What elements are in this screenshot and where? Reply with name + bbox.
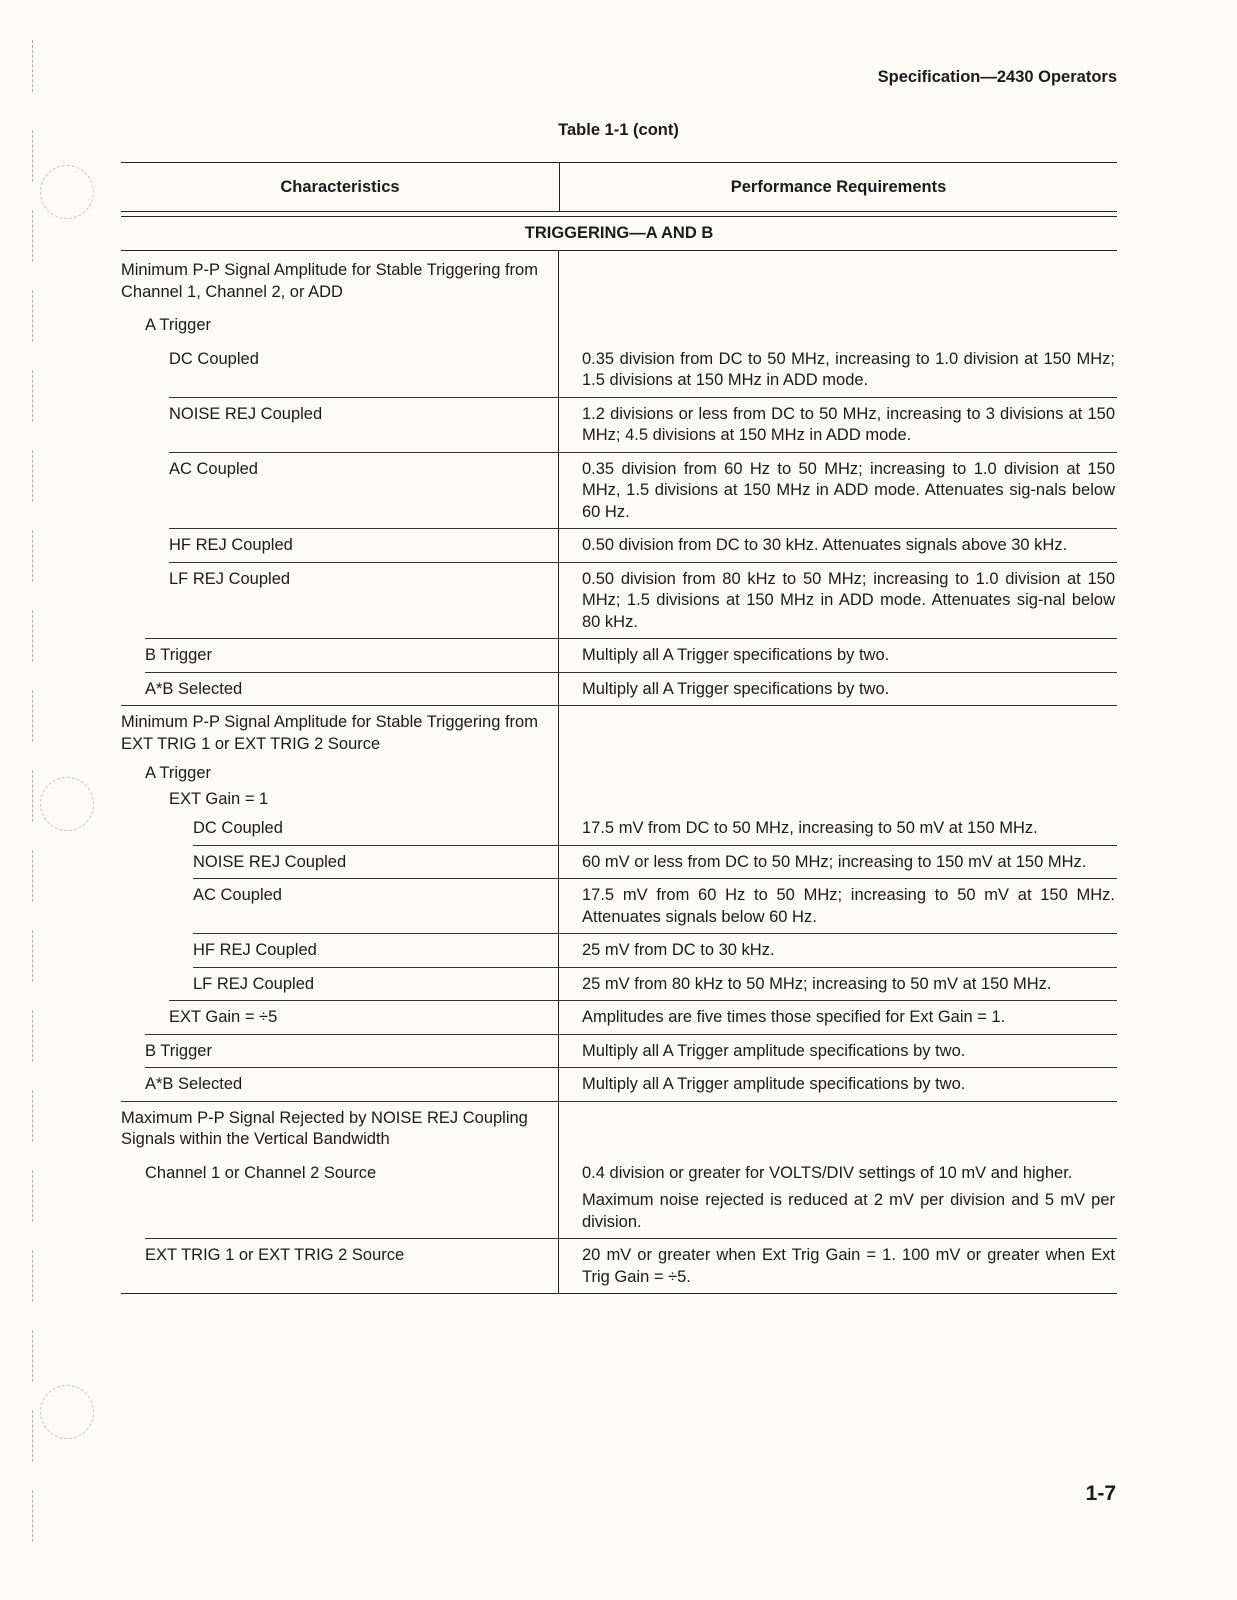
requirement-cell: 20 mV or greater when Ext Trig Gain = 1. 100 mV or greater when Ext Trig Gain = ÷5. (582, 1246, 1115, 1286)
requirement-cell (559, 1102, 1117, 1157)
characteristic-cell: AC Coupled (121, 453, 559, 530)
characteristic-cell: HF REJ Coupled (121, 934, 559, 968)
characteristic-cell: AC Coupled (121, 879, 559, 934)
requirement-cell: 25 mV from 80 kHz to 50 MHz; increasing to 50 mV at 150 MHz. (582, 974, 1052, 993)
characteristic-cell: A*B Selected (121, 673, 559, 707)
table-row (121, 1035, 1117, 1069)
characteristic-cell: Maximum P-P Signal Rejected by NOISE REJ Coupling Signals within the Vertical Bandwidth (121, 1102, 559, 1157)
requirement-cell: Multiply all A Trigger amplitude specifications by two. (582, 1075, 966, 1093)
requirement-cell: 25 mV from DC to 30 kHz. (582, 941, 775, 959)
characteristic-cell: A*B Selected (121, 1068, 559, 1102)
punch-hole (40, 1385, 94, 1439)
table-row (121, 1157, 1117, 1240)
table-row (121, 846, 1117, 880)
requirement-cell: Multiply all A Trigger specifications by two. (582, 679, 890, 698)
table-row (121, 1001, 1117, 1035)
requirement-cell: Multiply all A Trigger amplitude specifications by two. (582, 1041, 966, 1060)
characteristic-cell: LF REJ Coupled (121, 968, 559, 1002)
requirement-cell: 0.35 division from 60 Hz to 50 MHz; increasing to 1.0 division at 150 MHz, 1.5 divisions at 150 MHz in ADD mode. Attenuates sig-nals below 60 Hz. (582, 459, 1115, 521)
table-row (121, 968, 1117, 1002)
requirement-cell: Multiply all A Trigger specifications by two. (582, 646, 890, 664)
requirement-cell (559, 706, 1117, 761)
table-row (121, 251, 1117, 309)
table-row (121, 787, 1117, 813)
requirement-cell: 0.50 division from DC to 30 kHz. Attenuates signals above 30 kHz. (582, 536, 1068, 554)
page-number: 1-7 (1085, 1482, 1116, 1505)
characteristic-cell: NOISE REJ Coupled (121, 846, 559, 880)
table-title: Table 1-1 (cont) (558, 121, 679, 139)
requirement-cell (559, 761, 1117, 787)
requirement-cell (559, 309, 1117, 343)
requirement-cell: 0.35 division from DC to 50 MHz, increasing to 1.0 division at 150 MHz; 1.5 divisions at 150 MHz in ADD mode. (582, 349, 1115, 389)
table-row (121, 673, 1117, 707)
requirement-cell: 1.2 divisions or less from DC to 50 MHz, increasing to 3 divisions at 150 MHz; 4.5 divisions at 150 MHz in ADD mode. (582, 404, 1115, 444)
table-row (121, 934, 1117, 968)
column-header-performance-requirements: Performance Requirements (730, 177, 947, 196)
characteristic-cell: DC Coupled (121, 343, 559, 398)
table-row (121, 1068, 1117, 1102)
characteristic-cell: A Trigger (121, 761, 559, 787)
page-header: Specification—2430 Operators (877, 68, 1117, 86)
requirement-cell: 17.5 mV from 60 Hz to 50 MHz; increasing to 50 mV at 150 MHz. Attenuates signals below 60 Hz. (582, 886, 1115, 926)
characteristic-cell: EXT Gain = ÷5 (121, 1001, 559, 1035)
table-row (121, 563, 1117, 640)
table-row (121, 529, 1117, 563)
table-row (121, 706, 1117, 761)
table-header-row (121, 163, 1117, 211)
characteristic-cell: EXT Gain = 1 (121, 787, 559, 813)
table-row (121, 398, 1117, 453)
characteristic-cell: Minimum P-P Signal Amplitude for Stable Triggering from Channel 1, Channel 2, or ADD (121, 251, 559, 309)
table-row (121, 453, 1117, 530)
table-row (121, 812, 1117, 846)
punch-hole (40, 777, 94, 831)
characteristic-cell: Minimum P-P Signal Amplitude for Stable Triggering from EXT TRIG 1 or EXT TRIG 2 Source (121, 706, 559, 761)
table-row (121, 1239, 1117, 1294)
characteristic-cell: A Trigger (121, 309, 559, 343)
characteristic-cell: B Trigger (121, 1035, 559, 1069)
column-header-characteristics: Characteristics (121, 163, 560, 211)
characteristic-cell: NOISE REJ Coupled (121, 398, 559, 453)
requirement-cell: Amplitudes are five times those specified for Ext Gain = 1. (582, 1008, 1006, 1026)
table-row (121, 761, 1117, 787)
table-row (121, 343, 1117, 398)
characteristic-cell: Channel 1 or Channel 2 Source (121, 1157, 559, 1240)
table-row (121, 639, 1117, 673)
characteristic-cell: HF REJ Coupled (121, 529, 559, 563)
binding-edge-marks (26, 40, 40, 1550)
characteristic-cell: EXT TRIG 1 or EXT TRIG 2 Source (121, 1239, 559, 1294)
requirement-cell: 17.5 mV from DC to 50 MHz, increasing to 50 mV at 150 MHz. (582, 819, 1038, 837)
table-row (121, 879, 1117, 934)
characteristic-cell: B Trigger (121, 639, 559, 673)
spec-table (121, 162, 1117, 1294)
characteristic-cell: LF REJ Coupled (121, 563, 559, 640)
requirement-cell: 60 mV or less from DC to 50 MHz; increasing to 150 mV at 150 MHz. (582, 852, 1087, 871)
punch-hole (40, 165, 94, 219)
requirement-cell: 0.4 division or greater for VOLTS/DIV settings of 10 mV and higher. Maximum noise rejected is reduced at 2 mV per division and 5 mV per division. (582, 1163, 1115, 1231)
section-heading: TRIGGERING—A AND B (121, 217, 1117, 251)
requirement-cell (559, 251, 1117, 309)
table-row (121, 1102, 1117, 1157)
requirement-cell (559, 787, 1117, 813)
characteristic-cell: DC Coupled (121, 812, 559, 846)
table-row (121, 309, 1117, 343)
requirement-cell: 0.50 division from 80 kHz to 50 MHz; increasing to 1.0 division at 150 MHz; 1.5 divisions at 150 MHz in ADD mode. Attenuates sig-nal below 80 kHz. (582, 569, 1115, 631)
